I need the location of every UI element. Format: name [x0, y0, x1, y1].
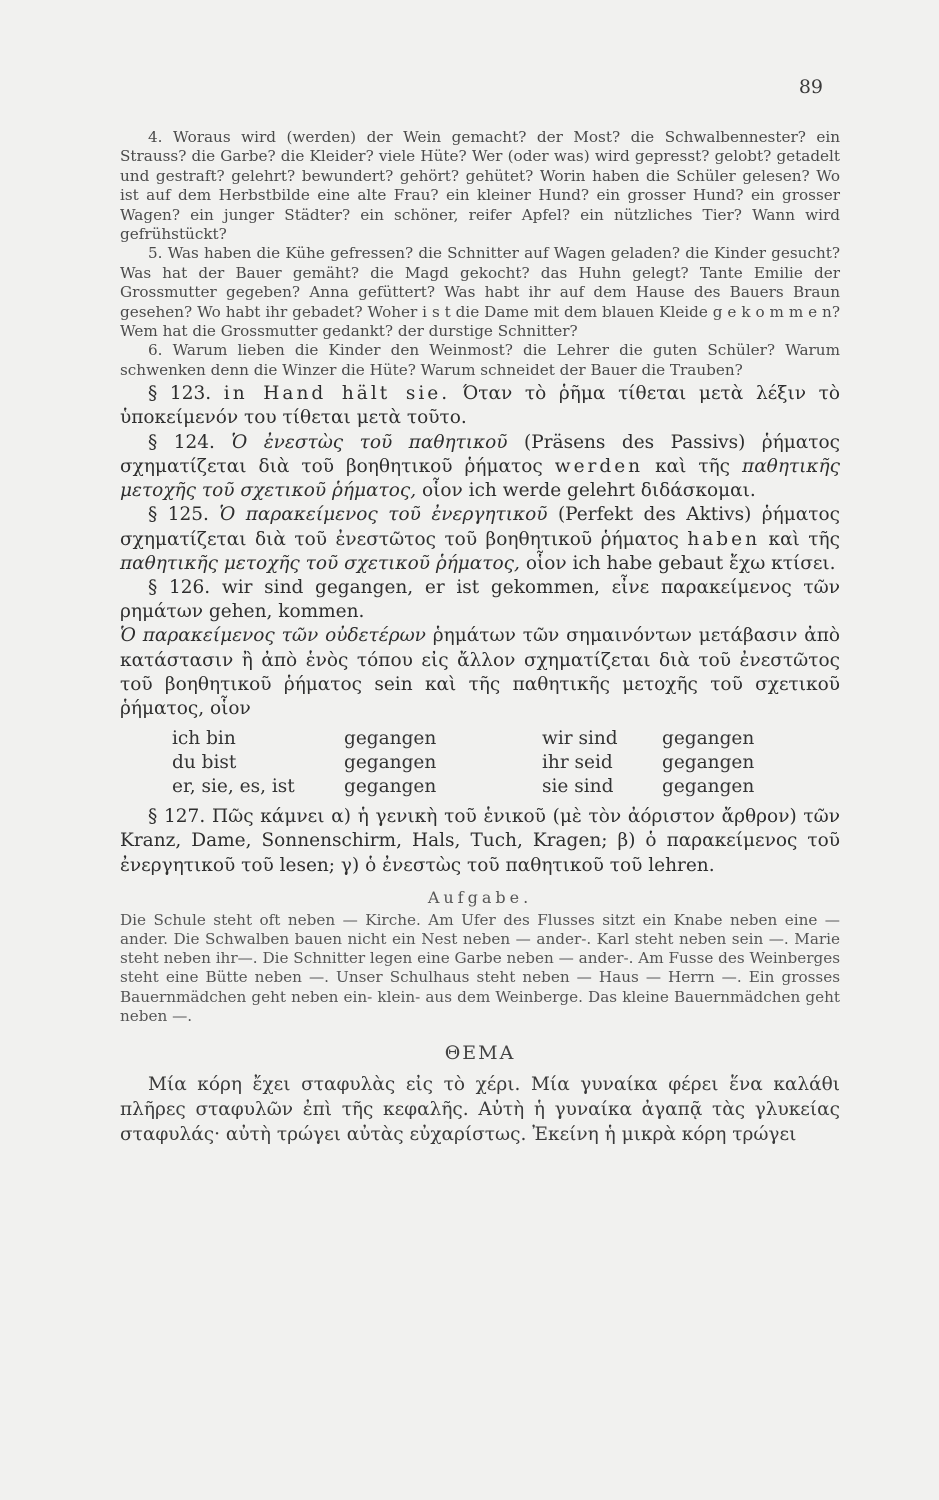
conjugation-table — [120, 727, 840, 799]
section-127 — [120, 805, 840, 878]
section-124-example: οἷον ich werde gelehrt διδάσκομαι. — [422, 480, 756, 502]
section-127-number: § 127. — [148, 806, 206, 828]
section-126-number: § 126. — [148, 576, 211, 598]
section-124-number: § 124. — [148, 431, 215, 453]
conj-cell: ihr seid — [542, 752, 613, 774]
conjugation-row — [120, 751, 840, 775]
section-124-term-2: παθητικῆς μετοχῆς τοῦ σχετικοῦ ῥήματος, — [120, 455, 840, 502]
section-125-verb: haben — [687, 528, 760, 550]
conj-cell: du bist — [172, 752, 237, 774]
thema-text: Μία κόρη ἔχει σταφυλὰς εἰς τὸ χέρι. Μία γυναίκα φέρει ἕνα καλάθι πλῆρες σταφυλῶν ἐπὶ τῆς κεφαλῆς. Αὐτὴ ἡ γυναίκα ἀγαπᾷ τὰς γλυκείας σταφυλάς· αὐτὴ τρώγει αὐτὰς εὐχαρίστως. Ἐκείνη ἡ μικρὰ κόρη τρώγει — [120, 1073, 840, 1145]
conjugation-row — [120, 727, 840, 751]
section-125-text: (Perfekt des Aktivs) ῥήματος σχηματίζεται διὰ τοῦ ἐνεστῶτος τοῦ βοηθητικοῦ ῥήματος — [120, 504, 840, 550]
section-125 — [120, 503, 840, 576]
thema-heading: ΘΕΜΑ — [444, 1041, 516, 1064]
section-126-rule-text: ῥημάτων τῶν σημαινόντων μετάβασιν ἀπὸ κατάστασιν ἢ ἀπὸ ἑνὸς τόπου εἰς ἄλλον σχηματίζεται διὰ τοῦ ἐνεστῶτος τοῦ βοηθητικοῦ ῥήματος sein καὶ τῆς παθητικῆς μετοχῆς τοῦ σχετικοῦ ῥήματος, οἷον — [120, 625, 840, 719]
conj-cell: wir sind — [542, 728, 618, 750]
section-125-number: § 125. — [148, 504, 209, 526]
conj-cell: gegangen — [662, 752, 755, 774]
section-126 — [120, 576, 840, 624]
aufgabe-block — [120, 911, 840, 1026]
page-number: 89 — [798, 76, 823, 98]
section-127-text: Πῶς κάμνει α) ἡ γενικὴ τοῦ ἑνικοῦ (μὲ τὸν ἀόριστον ἄρθρον) τῶν Kranz, Dame, Sonnenschirm, Hals, Tuch, Kragen; β) ὁ παρακείμενος τοῦ ἐνεργητικοῦ τοῦ lesen; γ) ὁ ἐνεστὼς τοῦ παθητικοῦ τοῦ lehren. — [120, 806, 840, 876]
section-123 — [120, 382, 840, 430]
questions-block — [120, 128, 840, 380]
section-124 — [120, 431, 840, 504]
section-123-text: Όταν τὸ ῥῆμα τίθεται μετὰ λέξιν τὸ ὑποκείμενόν του τίθεται μετὰ τοῦτο. — [120, 383, 840, 429]
section-123-example: in Hand hält sie. — [223, 383, 451, 405]
conj-cell: er, sie, es, ist — [172, 776, 295, 798]
section-124-text: (Präsens des Passivs) ῥήματος σχηματίζεται διὰ τοῦ βοηθητικοῦ ῥήματος — [120, 431, 840, 477]
section-126-text: wir sind gegangen, er ist gekommen, εἶνε παρακείμενος τῶν ρημάτων gehen, kommen. — [120, 576, 840, 623]
section-125-and: καὶ τῆς — [768, 528, 840, 550]
conj-cell: ich bin — [172, 728, 236, 750]
section-125-term: Ὁ παρακείμενος τοῦ ἐνεργητικοῦ — [219, 504, 548, 526]
conj-cell: gegangen — [344, 752, 437, 774]
page-content — [120, 128, 840, 1147]
section-125-example: οἷον ich habe gebaut ἔχω κτίσει. — [525, 552, 836, 574]
conj-cell: sie sind — [542, 776, 614, 798]
aufgabe-heading: Aufgabe. — [427, 887, 533, 907]
section-123-number: § 123. — [148, 383, 212, 405]
section-124-term: Ὁ ἐνεστὼς τοῦ παθητικοῦ — [231, 431, 508, 453]
section-126-term: Ὁ παρακείμενος τῶν οὐδετέρων — [120, 625, 426, 647]
section-124-verb: werden — [554, 455, 644, 477]
aufgabe-text: Die Schule steht oft neben — Kirche. Am Ufer des Flusses sitzt ein Knabe neben eine — ander. Die Schwalben bauen nicht ein Nest neben — ander-. Karl steht neben sein —. Marie steht neben ihr—. Die Schnitter legen eine Garbe neben — ander-. Am Fusse des Weinberges steht eine Bütte neben —. Unser Schulhaus steht neben — Haus — Herrn —. Ein grosses Bauernmädchen geht neben ein- klein- aus dem Weinberge. Das kleine Bauernmädchen geht neben —. — [120, 910, 840, 1025]
conjugation-row — [120, 775, 840, 799]
section-127-block — [120, 805, 840, 878]
question-5: 5. Was haben die Kühe gefressen? die Schnitter auf Wagen geladen? die Kinder gesucht? Was hat der Bauer gemäht? die Magd gekocht? das Huhn gelegt? Tante Emilie der Grossmutter gegeben? Anna gefüttert? Was habt ihr auf dem Hause des Bauers Braun gesehen? Wo habt ihr gebadet? Woher i s t die Dame mit dem blauen Kleide g e k o m m e n? Wem hat die Grossmutter gedankt? der durstige Schnitter? — [120, 244, 840, 341]
conj-cell: gegangen — [662, 776, 755, 798]
section-124-and: καὶ τῆς — [655, 455, 731, 477]
conj-cell: gegangen — [344, 776, 437, 798]
section-126-rule — [120, 624, 840, 721]
conj-cell: gegangen — [344, 728, 437, 750]
grammar-sections — [120, 382, 840, 721]
question-6: 6. Warum lieben die Kinder den Weinmost? die Lehrer die guten Schüler? Warum schwenken denn die Winzer die Hüte? Warum schneidet der Bauer die Trauben? — [120, 341, 840, 379]
section-125-term-2: παθητικῆς μετοχῆς τοῦ σχετικοῦ ῥήματος, — [120, 552, 520, 574]
question-4: 4. Woraus wird (werden) der Wein gemacht? der Most? die Schwalbennester? ein Strauss? die Garbe? die Kleider? viele Hüte? Wer (oder was) wird gepresst? gelobt? getadelt und gestraft? gelehrt? bewundert? gehört? gehütet? Worin haben die Schüler gelesen? Wo ist auf dem Herbstbilde eine alte Frau? ein kleiner Hund? ein grosser Hund? ein grosser Wagen? ein junger Städter? ein schöner, reifer Apfel? ein nützliches Tier? Wann wird gefrühstückt? — [120, 128, 840, 244]
conj-cell: gegangen — [662, 728, 755, 750]
thema-block — [120, 1072, 840, 1147]
